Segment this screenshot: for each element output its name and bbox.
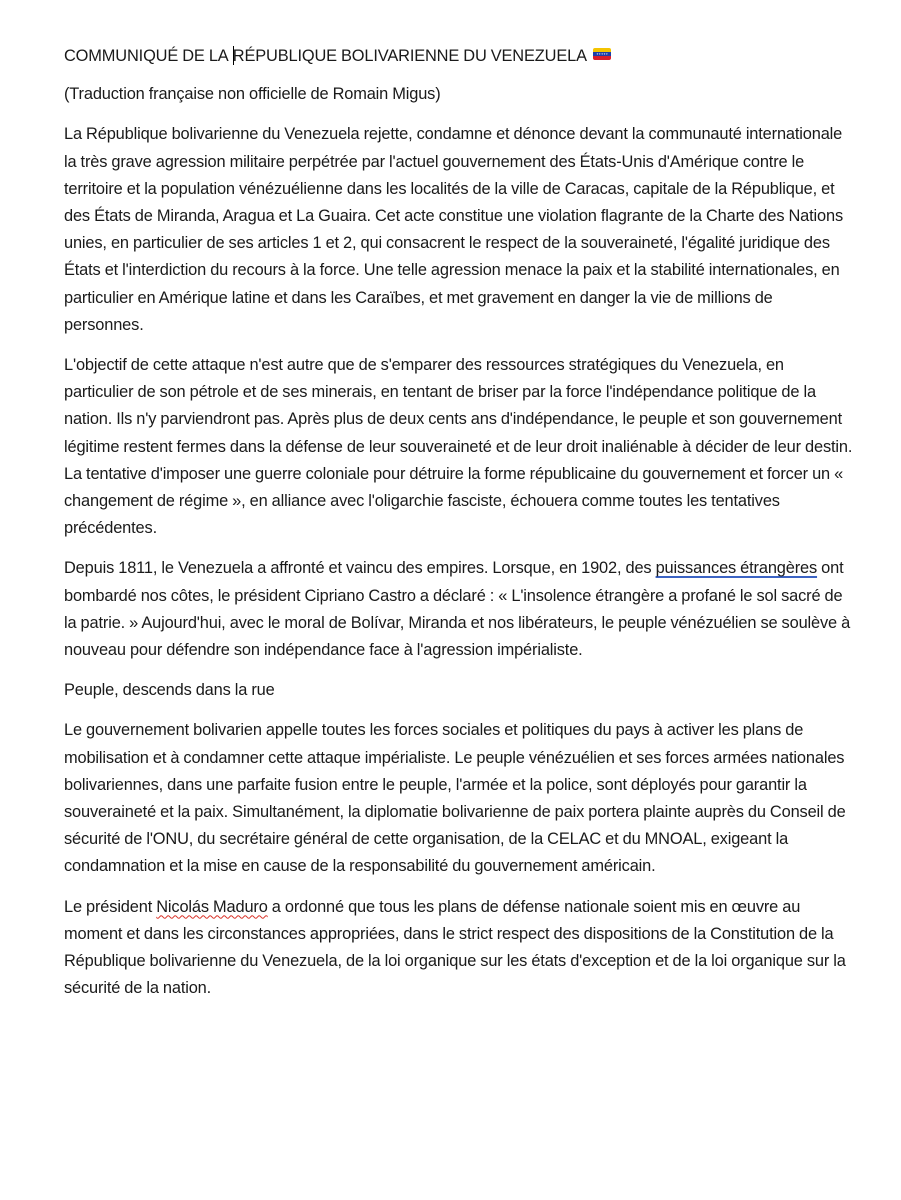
paragraph-5[interactable] [64, 894, 854, 1003]
paragraph-5-text-end: a ordonné que tous les plans de défense nationale soient mis en œuvre au moment et dans les circonstances appropriées, dans le strict respect des dispositions de la Constitution de la République bolivarienne du Venezuela, de la loi organique sur les états d'exception et de la loi organique sur la sécurité de la nation. [64, 897, 846, 998]
paragraph-4[interactable]: Le gouvernement bolivarien appelle toutes les forces sociales et politiques du pays à activer les plans de mobilisation et à condamner cette attaque impérialiste. Le peuple vénézuélien et ses forces armées nationales bolivariennes, dans une parfaite fusion entre le peuple, l'armée et la police, sont déployés pour garantir la souveraineté et la paix. Simultanément, la diplomatie bolivarienne de paix portera plainte auprès du Conseil de sécurité de l'ONU, du secrétaire général de cette organisation, de la CELAC et du MNOAL, exigeant la condamnation et la mise en cause de la responsabilité du gouvernement américain. [64, 721, 846, 876]
paragraph-3-text-end: ont bombardé nos côtes, le président Cipriano Castro a déclaré : « L'insolence étrangère a profané le sol sacré de la patrie. » Aujourd'hui, avec le moral de Bolívar, Miranda et nos libérateurs, le peuple vénézuélien se soulève à nouveau pour défendre son indépendance face à l'agression impérialiste. [64, 559, 851, 660]
spellcheck-flagged-word[interactable]: Nicolás Maduro [156, 897, 268, 916]
underlined-phrase[interactable]: puissances étrangères [655, 559, 818, 578]
document-title[interactable] [64, 43, 854, 70]
title-text-before-cursor: COMMUNIQUÉ DE LA [64, 47, 232, 65]
venezuela-flag-icon [593, 48, 611, 60]
paragraph-5-text-start: Le président [64, 897, 157, 916]
paragraph-3-text-start: Depuis 1811, le Venezuela a affronté et vaincu des empires. Lorsque, en 1902, des [64, 559, 656, 578]
document-page[interactable] [64, 43, 854, 1016]
title-text-after-cursor: RÉPUBLIQUE BOLIVARIENNE DU VENEZUELA [232, 47, 586, 65]
paragraph-2[interactable]: L'objectif de cette attaque n'est autre que de s'emparer des ressources stratégiques du Venezuela, en particulier de son pétrole et de ses minerais, en tentant de briser par la force l'indépendance politique de la nation. Ils n'y parviendront pas. Après plus de deux cents ans d'indépendance, le peuple et son gouvernement légitime restent fermes dans la défense de leur souveraineté et de leur droit inaliénable à décider de leur destin. La tentative d'imposer une guerre coloniale pour détruire la forme républicaine du gouvernement et forcer un « changement de régime », en alliance avec l'oligarchie fasciste, échouera comme toutes les tentatives précédentes. [64, 356, 853, 538]
paragraph-3[interactable] [64, 555, 854, 664]
subtitle-translation-credit[interactable]: (Traduction française non officielle de Romain Migus) [64, 85, 441, 104]
flag-stars-icon: ✦✦✦✦✦ [596, 52, 608, 56]
paragraph-1[interactable]: La République bolivarienne du Venezuela rejette, condamne et dénonce devant la communauté internationale la très grave agression militaire perpétrée par l'actuel gouvernement des États-Unis d'Amérique contre le territoire et la population vénézuélienne dans les localités de la ville de Caracas, capitale de la République, et des États de Miranda, Aragua et La Guaira. Cet acte constitue une violation flagrante de la Charte des Nations unies, en particulier de ses articles 1 et 2, qui consacrent le respect de la souveraineté, l'égalité juridique des États et l'interdiction du recours à la force. Une telle agression menace la paix et la stabilité internationales, en particulier en Amérique latine et dans les Caraïbes, et met gravement en danger la vie de millions de personnes. [64, 125, 843, 334]
section-heading[interactable]: Peuple, descends dans la rue [64, 681, 275, 700]
